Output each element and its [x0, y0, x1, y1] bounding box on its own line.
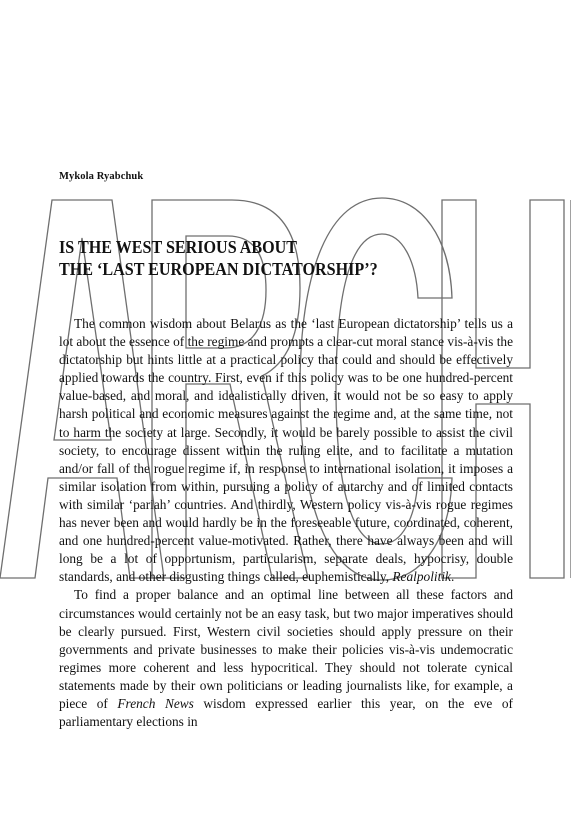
title-line-2: THE ‘LAST EUROPEAN DICTATORSHIP’? — [59, 259, 378, 279]
paragraph-1 — [59, 315, 513, 586]
article-title — [59, 236, 482, 280]
author-name: Mykola Ryabchuk — [59, 171, 144, 182]
paragraph-2-end: wisdom expressed earlier this year, on the eve of parliamentary elections in — [59, 695, 513, 730]
paragraph-1-italic: Realpolitik — [392, 569, 451, 585]
article-body — [59, 315, 513, 731]
paragraph-1-text: The common wisdom about Belarus as the ‘last European dictatorship’ tells us a lot about the essence of the regime and prompts a clear-cut moral stance vis-à-vis the dictatorship but hints little at a practical policy that could and should be effectively applied towards the country. First, even if this policy was to be one hundred-percent value-based, and moral, and idealistically driven, it would not be so easy to apply harsh political and economic measures against the regime and, at the same time, not to harm the society at large. Secondly, it would be barely possible to assist the civil society, to encourage dissent within the ruling elite, and to facilitate a mutation and/or fall of the rogue regime if, in response to international isolation, it imposes a similar isolation from within, pursuing a policy of autarchy and of limited contacts with similar ‘pariah’ countries. And thirdly, Western policy vis-à-vis rogue regimes has never been and would hardly be in the foreseeable future, coordinated, coherent, and one hundred-percent value-motivated. Rather, there have always been and will long be a lot of opportunism, particularism, separate deals, hypocrisy, double standards, and other disgusting things called, euphemistically, — [59, 316, 513, 585]
title-line-1: IS THE WEST SERIOUS ABOUT — [59, 237, 298, 257]
paragraph-2-text: To find a proper balance and an optimal line between all these factors and circumstances would certainly not be an easy task, but two major imperatives should be clearly pursued. First, Western civil societies should apply pressure on their governments and private businesses to make their policies vis-à-vis undemocratic regimes more coherent and less hypocritical. They should not tolerate cynical statements made by their own politicians or leading journalists like, for example, a piece of — [59, 587, 513, 711]
paragraph-2 — [59, 586, 513, 731]
paragraph-1-end: . — [450, 569, 455, 585]
paragraph-2-italic: French News — [117, 695, 194, 711]
